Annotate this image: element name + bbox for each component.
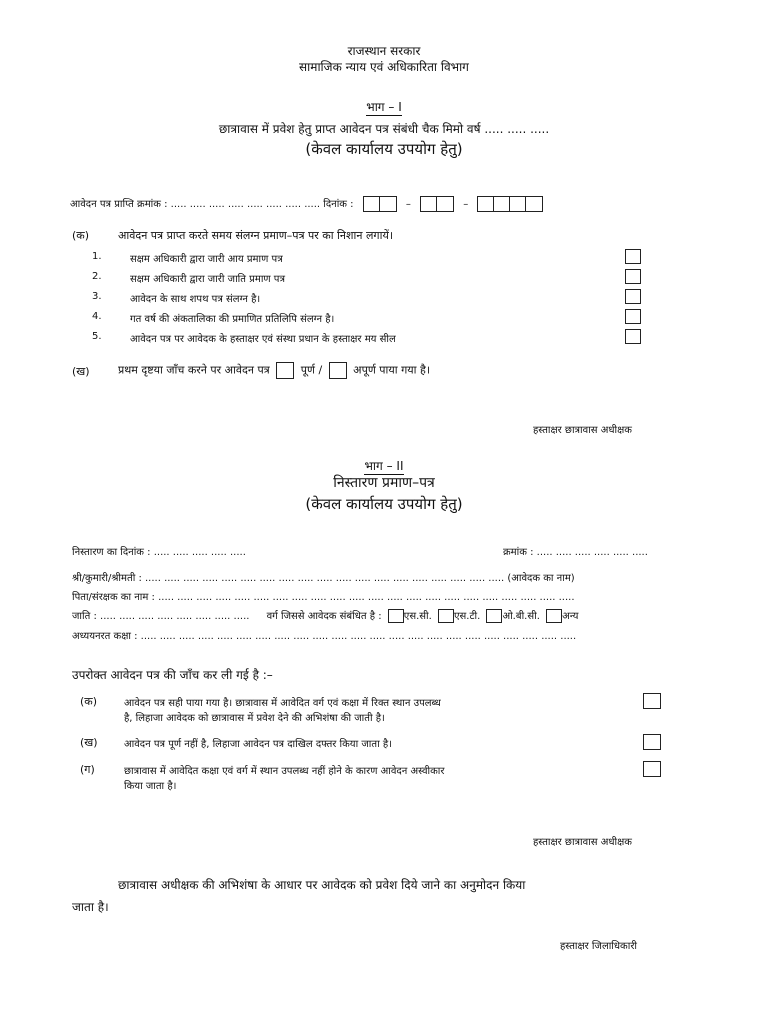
option-ka-label: (क): [80, 695, 98, 708]
serial-number-line: क्रमांक : ..... ..... ..... ..... ..... .....: [503, 547, 648, 558]
part2-title: निस्तारण प्रमाण–पत्र: [333, 475, 435, 491]
item-5-num: 5.: [92, 331, 102, 342]
date-dash: –: [405, 199, 411, 210]
complete-label: पूर्ण /: [300, 363, 323, 377]
incomplete-label: अपूर्ण पाया गया है।: [353, 363, 431, 377]
date-dash: –: [463, 199, 469, 210]
item-3-checkbox[interactable]: [625, 289, 641, 304]
ka-instruction: आवेदन पत्र प्राप्त करते समय संलग्न प्रमाण–पत्र पर का निशान लगायें।: [118, 229, 393, 242]
item-1-num: 1.: [92, 251, 102, 262]
item-4-checkbox[interactable]: [625, 309, 641, 324]
option-ka-line1: आवेदन पत्र सही पाया गया है। छात्रावास में आवेदित वर्ग एवं कक्षा में रिक्त स्थान उपलब्ध: [124, 698, 441, 709]
option-ka-line2: है, लिहाजा आवेदक को छात्रावास में प्रवेश देने की अभिशंषा की जाती है।: [124, 713, 385, 724]
item-3-num: 3.: [92, 291, 102, 302]
item-1-checkbox[interactable]: [625, 249, 641, 264]
obc-label: ओ.बी.सी.: [502, 611, 540, 622]
class-line: अध्ययनरत कक्षा : ..... ..... ..... ..... ..... ..... ..... ..... ..... ..... ..... ..... ..... ..... ..... ..... ..... ..... ..... ..... ..... ..... .....: [72, 631, 577, 642]
item-1-text: सक्षम अधिकारी द्वारा जारी आय प्रमाण पत्र: [130, 254, 283, 265]
date-year-box[interactable]: [477, 196, 543, 212]
option-ka-checkbox[interactable]: [643, 693, 661, 709]
caste-label: जाति : ..... ..... ..... ..... ..... ..... ..... .....: [72, 611, 250, 622]
applicant-name-line: श्री/कुमारी/श्रीमती : ..... ..... ..... ..... ..... ..... ..... ..... ..... ..... ..... ..... ..... ..... ..... ..... ..... ..... ..... (आवेदक का नाम): [72, 573, 575, 584]
obc-checkbox[interactable]: [486, 609, 502, 623]
part2-office-use: (केवल कार्यालय उपयोग हेतु): [305, 495, 463, 513]
disposal-date-line: निस्तारण का दिनांक : ..... ..... ..... ..... .....: [72, 547, 246, 558]
date-month-box[interactable]: [420, 196, 454, 212]
part1-heading: भाग – I: [366, 100, 402, 114]
other-checkbox[interactable]: [546, 609, 562, 623]
option-kha-checkbox[interactable]: [643, 734, 661, 750]
part1-signature: हस्ताक्षर छात्रावास अधीक्षक: [533, 425, 632, 436]
item-2-checkbox[interactable]: [625, 269, 641, 284]
option-kha-label: (ख): [80, 736, 98, 749]
kha-text: प्रथम दृष्टया जाँच करने पर आवेदन पत्र: [118, 363, 270, 377]
option-ga-line2: किया जाता है।: [124, 781, 177, 792]
approval-line1: छात्रावास अधीक्षक की अभिशंषा के आधार पर आवेदक को प्रवेश दिये जाने का अनुमोदन किया: [118, 878, 526, 892]
item-4-num: 4.: [92, 311, 102, 322]
kha-label: (ख): [72, 365, 90, 378]
st-checkbox[interactable]: [438, 609, 454, 623]
department-name: सामाजिक न्याय एवं अधिकारिता विभाग: [299, 60, 469, 74]
checked-heading: उपरोक्त आवेदन पत्र की जाँच कर ली गई है :–: [72, 668, 273, 682]
date-day-box[interactable]: [363, 196, 397, 212]
item-3-text: आवेदन के साथ शपथ पत्र संलग्न है।: [130, 294, 261, 305]
item-5-text: आवेदन पत्र पर आवेदक के हस्ताक्षर एवं संस्था प्रधान के हस्ताक्षर मय सील: [130, 334, 396, 345]
sc-label: एस.सी.: [403, 611, 432, 622]
part1-subtitle: छात्रावास में प्रवेश हेतु प्राप्त आवेदन पत्र संबंधी चैक मिमो वर्ष ..... ..... .....: [218, 122, 550, 136]
sc-checkbox[interactable]: [388, 609, 404, 623]
item-2-num: 2.: [92, 271, 102, 282]
caste-line: [72, 608, 578, 623]
other-label: अन्य: [562, 611, 579, 622]
incomplete-checkbox[interactable]: [329, 362, 347, 379]
part2-heading: भाग – II: [364, 459, 404, 473]
complete-checkbox[interactable]: [276, 362, 294, 379]
ka-label: (क): [72, 229, 90, 242]
approval-line2: जाता है।: [72, 900, 109, 914]
kha-line: [118, 362, 430, 379]
receipt-line: [70, 196, 543, 212]
guardian-name-line: पिता/संरक्षक का नाम : ..... ..... ..... ..... ..... ..... ..... ..... ..... ..... ..... ..... ..... ..... ..... ..... ..... ..... ..... ..... ..... .....: [72, 592, 575, 603]
option-ga-label: (ग): [80, 763, 95, 776]
collector-signature: हस्ताक्षर जिलाधिकारी: [560, 941, 637, 952]
option-ga-checkbox[interactable]: [643, 761, 661, 777]
government-name: राजस्थान सरकार: [347, 44, 421, 58]
option-kha-line1: आवेदन पत्र पूर्ण नहीं है, लिहाजा आवेदन पत्र दाखिल दफ्तर किया जाता है।: [124, 739, 392, 750]
category-label: वर्ग जिससे आवेदक संबंधित है :: [266, 611, 382, 622]
item-2-text: सक्षम अधिकारी द्वारा जारी जाति प्रमाण पत्र: [130, 274, 286, 285]
receipt-label: आवेदन पत्र प्राप्ति क्रमांक : ..... ..... ..... ..... ..... ..... ..... ..... दिनांक :: [70, 199, 354, 210]
part2-signature: हस्ताक्षर छात्रावास अधीक्षक: [533, 837, 632, 848]
option-ga-line1: छात्रावास में आवेदित कक्षा एवं वर्ग में स्थान उपलब्ध नहीं होने के कारण आवेदन अस्वीकार: [124, 766, 445, 777]
item-5-checkbox[interactable]: [625, 329, 641, 344]
item-4-text: गत वर्ष की अंकतालिका की प्रमाणित प्रतिलिपि संलग्न है।: [130, 314, 335, 325]
part1-office-use: (केवल कार्यालय उपयोग हेतु): [305, 140, 463, 158]
st-label: एस.टी.: [453, 611, 481, 622]
